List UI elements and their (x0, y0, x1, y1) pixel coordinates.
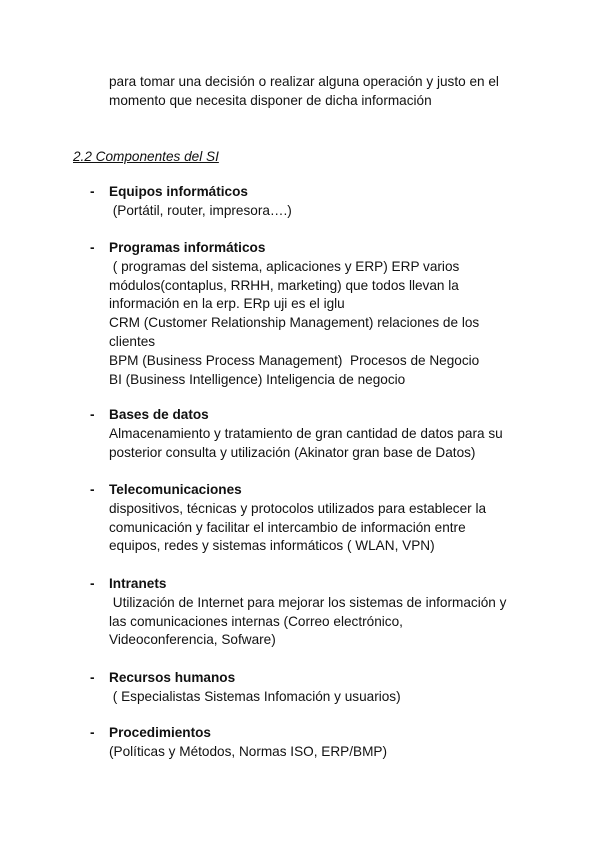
item-description (109, 258, 549, 390)
item-line: las comunicaciones internas (Correo electrónico, (109, 613, 403, 629)
item-title: Bases de datos (109, 407, 209, 422)
item-line: ( Especialistas Sistemas Infomación y usuarios) (109, 688, 401, 704)
intro-line: para tomar una decisión o realizar alguna operación y justo en el (109, 74, 499, 89)
item-line: comunicación y facilitar el intercambio de información entre (109, 519, 466, 535)
item-title: Telecomunicaciones (109, 482, 242, 497)
bullet-marker: - (90, 725, 95, 740)
item-line: (Políticas y Métodos, Normas ISO, ERP/BMP) (109, 743, 387, 759)
item-title: Equipos informáticos (109, 184, 248, 199)
bullet-marker: - (90, 576, 95, 591)
item-line: Utilización de Internet para mejorar los sistemas de información y (109, 594, 507, 610)
item-line: CRM (Customer Relationship Management) relaciones de los (109, 315, 480, 331)
item-line: BI (Business Intelligence) Inteligencia de negocio (109, 371, 406, 387)
item-description (109, 500, 549, 556)
item-line: dispositivos, técnicas y protocolos utilizados para establecer la (109, 500, 487, 516)
item-line: ( programas del sistema, aplicaciones y ERP) ERP varios (109, 258, 460, 274)
item-title: Programas informáticos (109, 240, 266, 255)
bullet-marker: - (90, 670, 95, 685)
item-line: Videoconferencia, Sofware) (109, 632, 276, 648)
section-heading: 2.2 Componentes del SI (73, 149, 219, 164)
item-description (109, 688, 549, 707)
item-title: Intranets (109, 576, 167, 591)
item-line: módulos(contaplus, RRHH, marketing) que todos llevan la (109, 277, 459, 293)
item-line: Almacenamiento y tratamiento de gran cantidad de datos para su (109, 425, 503, 441)
bullet-marker: - (90, 184, 95, 199)
item-description (109, 425, 549, 463)
item-line: clientes (109, 333, 156, 349)
bullet-marker: - (90, 407, 95, 422)
item-line: BPM (Business Process Management) Procesos de Negocio (109, 352, 480, 368)
item-line: (Portátil, router, impresora….) (109, 202, 292, 218)
item-line: equipos, redes y sistemas informáticos ( WLAN, VPN) (109, 538, 435, 554)
item-description (109, 202, 549, 221)
intro-line: momento que necesita disponer de dicha información (109, 92, 432, 108)
item-description (109, 594, 549, 650)
bullet-marker: - (90, 240, 95, 255)
item-line: posterior consulta y utilización (Akinator gran base de Datos) (109, 444, 476, 460)
bullet-marker: - (90, 482, 95, 497)
item-title: Procedimientos (109, 725, 211, 740)
intro-paragraph (109, 73, 549, 111)
item-line: información en la erp. ERp uji es el iglu (109, 296, 345, 312)
item-title: Recursos humanos (109, 670, 236, 685)
item-description (109, 743, 549, 762)
